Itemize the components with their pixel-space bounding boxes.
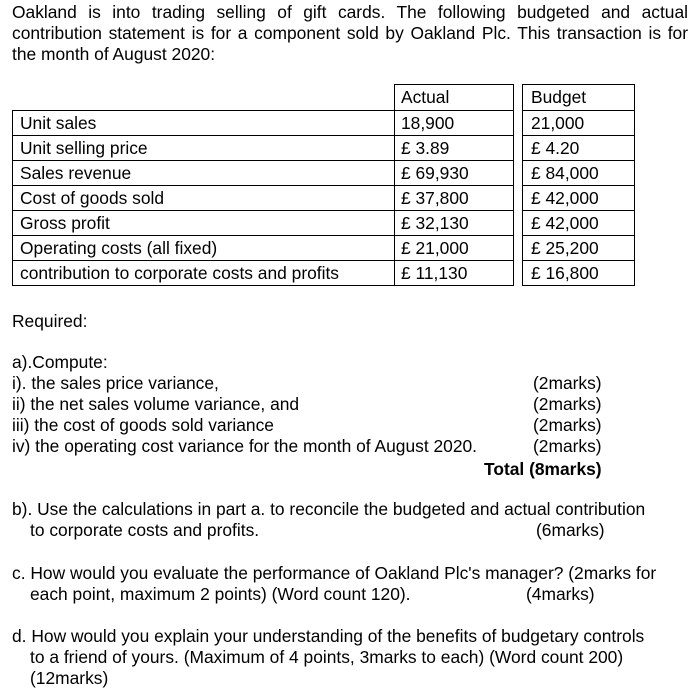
row-label: Gross profit	[13, 211, 395, 236]
part-a-heading: a).Compute:	[12, 352, 108, 372]
table-row	[13, 236, 635, 261]
budget-value: £ 4.20	[523, 136, 635, 161]
actual-value: £ 3.89	[395, 136, 514, 161]
table-row	[13, 161, 635, 186]
column-gap	[514, 161, 523, 186]
header-budget: Budget	[523, 85, 635, 111]
table-row	[13, 186, 635, 211]
column-gap	[514, 186, 523, 211]
row-label: Operating costs (all fixed)	[13, 236, 395, 261]
part-c-line-1: c. How would you evaluate the performance of Oakland Plc's manager? (2marks for	[12, 563, 657, 583]
part-b-marks: (6marks)	[536, 520, 605, 540]
required-heading: Required:	[12, 311, 88, 331]
part-d-line-1: d. How would you explain your understanding of the benefits of budgetary controls	[12, 626, 645, 646]
part-c-marks: (4marks)	[526, 584, 595, 604]
part-a-item-4-marks: (2marks)	[533, 436, 602, 456]
part-a-total: Total (8marks)	[484, 459, 602, 479]
budget-value: £ 84,000	[523, 161, 635, 186]
actual-value: £ 32,130	[395, 211, 514, 236]
actual-value: £ 21,000	[395, 236, 514, 261]
column-gap	[514, 111, 523, 136]
part-b-line-1: b). Use the calculations in part a. to reconcile the budgeted and actual contribution	[12, 499, 646, 519]
intro-paragraph: Oakland is into trading selling of gift cards. The following budgeted and actual contribution statement is for a component sold by Oakland Plc. This transaction is for the month of August 2020:	[12, 2, 688, 64]
column-gap	[514, 211, 523, 236]
part-a-item-2-marks: (2marks)	[533, 394, 602, 414]
actual-value: £ 37,800	[395, 186, 514, 211]
part-a-item-1: i). the sales price variance,	[12, 373, 219, 393]
row-label: Sales revenue	[13, 161, 395, 186]
column-gap	[514, 261, 523, 286]
part-a-item-3-marks: (2marks)	[533, 415, 602, 435]
part-a-item-4: iv) the operating cost variance for the month of August 2020.	[12, 436, 477, 456]
row-label: Cost of goods sold	[13, 186, 395, 211]
actual-value: £ 69,930	[395, 161, 514, 186]
part-d-line-2: to a friend of yours. (Maximum of 4 points, 3marks to each) (Word count 200)	[30, 647, 624, 667]
column-gap	[514, 236, 523, 261]
row-label: Unit selling price	[13, 136, 395, 161]
part-d-line-3: (12marks)	[30, 668, 109, 688]
table-row	[13, 136, 635, 161]
part-a-item-2: ii) the net sales volume variance, and	[12, 394, 300, 414]
header-blank-cell	[13, 85, 395, 111]
part-a-item-1-marks: (2marks)	[533, 373, 602, 393]
table-row	[13, 111, 635, 136]
budget-value: £ 25,200	[523, 236, 635, 261]
budget-value: 21,000	[523, 111, 635, 136]
budget-value: £ 42,000	[523, 211, 635, 236]
header-actual: Actual	[395, 85, 514, 111]
table-row	[13, 211, 635, 236]
part-c-line-2: each point, maximum 2 points) (Word count 120).	[30, 584, 411, 604]
column-gap	[514, 136, 523, 161]
actual-value: £ 11,130	[395, 261, 514, 286]
contribution-statement-table	[12, 84, 635, 286]
part-b-line-2: to corporate costs and profits.	[30, 520, 260, 540]
table-row	[13, 261, 635, 286]
budget-value: £ 42,000	[523, 186, 635, 211]
actual-value: 18,900	[395, 111, 514, 136]
column-gap	[514, 85, 523, 111]
table-header-row	[13, 85, 635, 111]
budget-value: £ 16,800	[523, 261, 635, 286]
row-label: contribution to corporate costs and profits	[13, 261, 395, 286]
part-a-item-3: iii) the cost of goods sold variance	[12, 415, 274, 435]
row-label: Unit sales	[13, 111, 395, 136]
part-d-question	[12, 626, 688, 689]
